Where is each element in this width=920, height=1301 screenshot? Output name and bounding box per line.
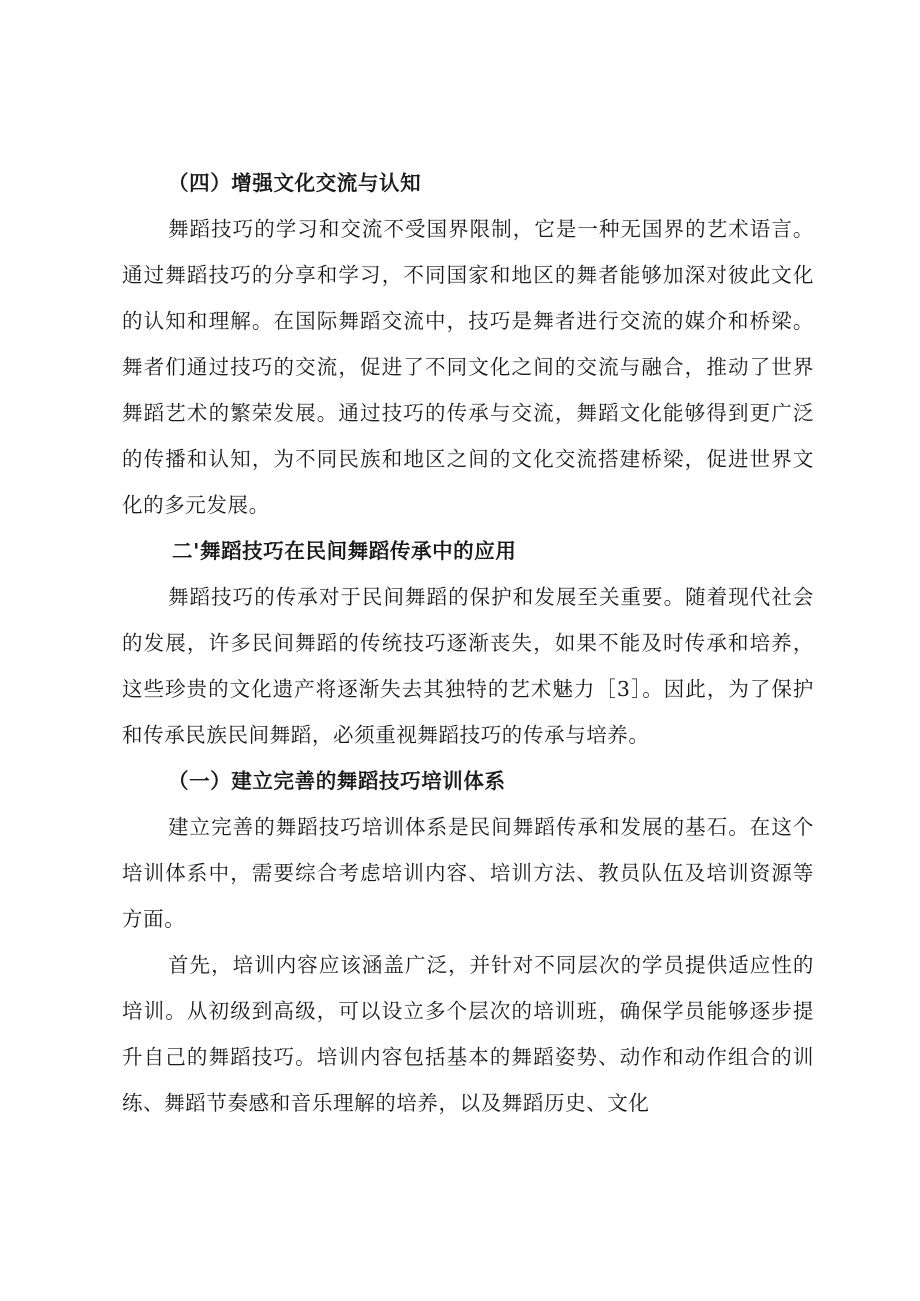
section-heading-4: （四）增强文化交流与认知 [168, 171, 422, 195]
section-heading-1: （一）建立完善的舞蹈技巧培训体系 [168, 769, 506, 793]
paragraph-folk-dance-inheritance: 舞蹈技巧的传承对于民间舞蹈的保护和发展至关重要。随着现代社会的发展，许多民间舞蹈的传统技巧逐渐丧失，如果不能及时传承和培养，这些珍贵的文化遗产将逐渐失去其独特的艺术魅力［3］。因此，为了保护和传承民族民间舞蹈，必须重视舞蹈技巧的传承与培养。 [122, 585, 814, 747]
paragraph-cultural-exchange: 舞蹈技巧的学习和交流不受国界限制，它是一种无国界的艺术语言。通过舞蹈技巧的分享和学习，不同国家和地区的舞者能够加深对彼此文化的认知和理解。在国际舞蹈交流中，技巧是舞者进行交流的媒介和桥梁。舞者们通过技巧的交流，促进了不同文化之间的交流与融合，推动了世界舞蹈艺术的繁荣发展。通过技巧的传承与交流，舞蹈文化能够得到更广泛的传播和认知，为不同民族和地区之间的文化交流搭建桥梁，促进世界文化的多元发展。 [122, 217, 814, 517]
paragraph-training-system: 建立完善的舞蹈技巧培训体系是民间舞蹈传承和发展的基石。在这个培训体系中，需要综合考虑培训内容、培训方法、教员队伍及培训资源等方面。 [122, 815, 814, 931]
document-body [122, 160, 814, 1126]
chapter-heading-2: 二'舞蹈技巧在民间舞蹈传承中的应用 [172, 539, 517, 563]
paragraph-training-content: 首先，培训内容应该涵盖广泛，并针对不同层次的学员提供适应性的培训。从初级到高级，可以设立多个层次的培训班，确保学员能够逐步提升自己的舞蹈技巧。培训内容包括基本的舞蹈姿势、动作和动作组合的训练、舞蹈节奏感和音乐理解的培养，以及舞蹈历史、文化 [122, 953, 814, 1115]
